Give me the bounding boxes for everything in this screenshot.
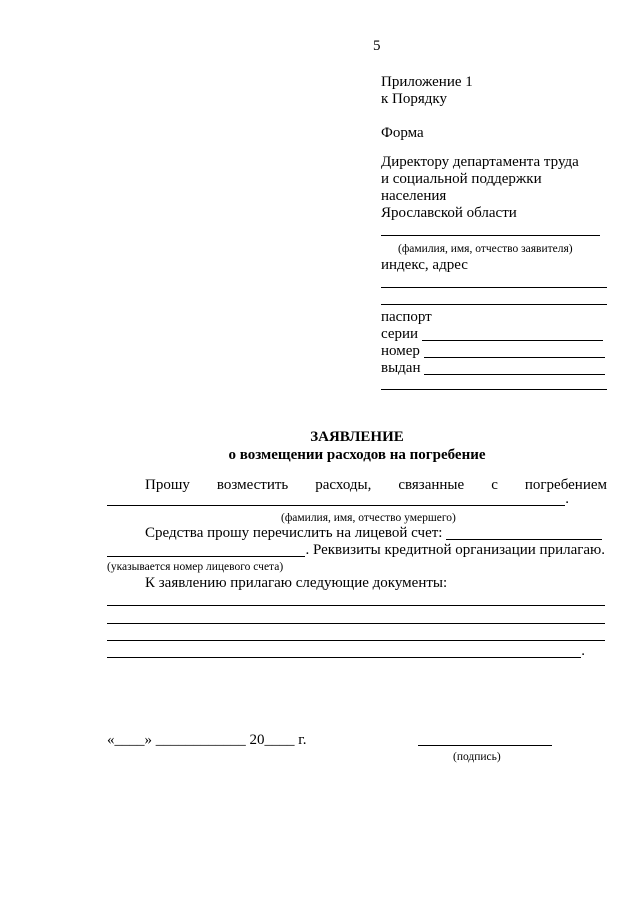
documents-text: К заявлению прилагаю следующие документы: xyxy=(145,575,448,591)
passport-number-row xyxy=(381,343,605,360)
documents-line xyxy=(107,623,605,624)
date-line: «____» ____________ 20____ г. xyxy=(107,732,307,748)
deceased-name-line xyxy=(107,491,565,506)
passport-number-line xyxy=(424,343,605,358)
requisites-row xyxy=(107,542,605,559)
documents-last-row xyxy=(107,643,585,660)
passport-series-row xyxy=(381,326,603,343)
document-title: ЗАЯВЛЕНИЕ xyxy=(310,429,404,445)
passport-series-line xyxy=(422,326,603,341)
deceased-name-hint: (фамилия, имя, отчество умершего) xyxy=(281,512,456,524)
deceased-line-end: . xyxy=(565,491,569,507)
account-hint: (указывается номер лицевого счета) xyxy=(107,561,284,573)
addressee-line: населения xyxy=(381,188,447,204)
documents-line xyxy=(107,605,605,606)
applicant-name-line xyxy=(381,235,600,236)
documents-end: . xyxy=(581,643,585,659)
appendix-label: Приложение 1 xyxy=(381,74,473,90)
address-line xyxy=(381,304,607,305)
deceased-name-row xyxy=(107,491,569,508)
address-line xyxy=(381,287,607,288)
passport-series-label: серии xyxy=(381,326,419,342)
request-text: Прошу возместить расходы, связанные с погребением xyxy=(145,477,607,493)
addressee-line: Директору департамента труда xyxy=(381,154,579,170)
addressee-block xyxy=(381,154,579,222)
requisites-text: . Реквизиты кредитной организации прилагаю. xyxy=(305,542,605,558)
address-label: индекс, адрес xyxy=(381,257,468,273)
passport-issued-row xyxy=(381,360,605,377)
form-label: Форма xyxy=(381,125,424,141)
document-subtitle: о возмещении расходов на погребение xyxy=(228,447,486,463)
applicant-name-hint: (фамилия, имя, отчество заявителя) xyxy=(398,243,573,255)
passport-issued-line xyxy=(424,360,605,375)
appendix-reference: к Порядку xyxy=(381,91,447,107)
account-row xyxy=(145,525,602,542)
signature-hint: (подпись) xyxy=(453,751,501,763)
documents-line xyxy=(107,640,605,641)
passport-number-label: номер xyxy=(381,343,420,359)
passport-label: паспорт xyxy=(381,309,432,325)
account-text: Средства прошу перечислить на лицевой счет: xyxy=(145,525,443,541)
account-number-line-continued xyxy=(107,542,305,557)
signature-line xyxy=(418,745,552,746)
documents-line xyxy=(107,643,581,658)
passport-issued-label: выдан xyxy=(381,360,421,376)
account-number-line xyxy=(446,525,602,540)
addressee-line: и социальной поддержки xyxy=(381,171,542,187)
passport-issued-extra-line xyxy=(381,389,607,390)
page-number: 5 xyxy=(373,38,381,54)
addressee-line: Ярославской области xyxy=(381,205,517,221)
